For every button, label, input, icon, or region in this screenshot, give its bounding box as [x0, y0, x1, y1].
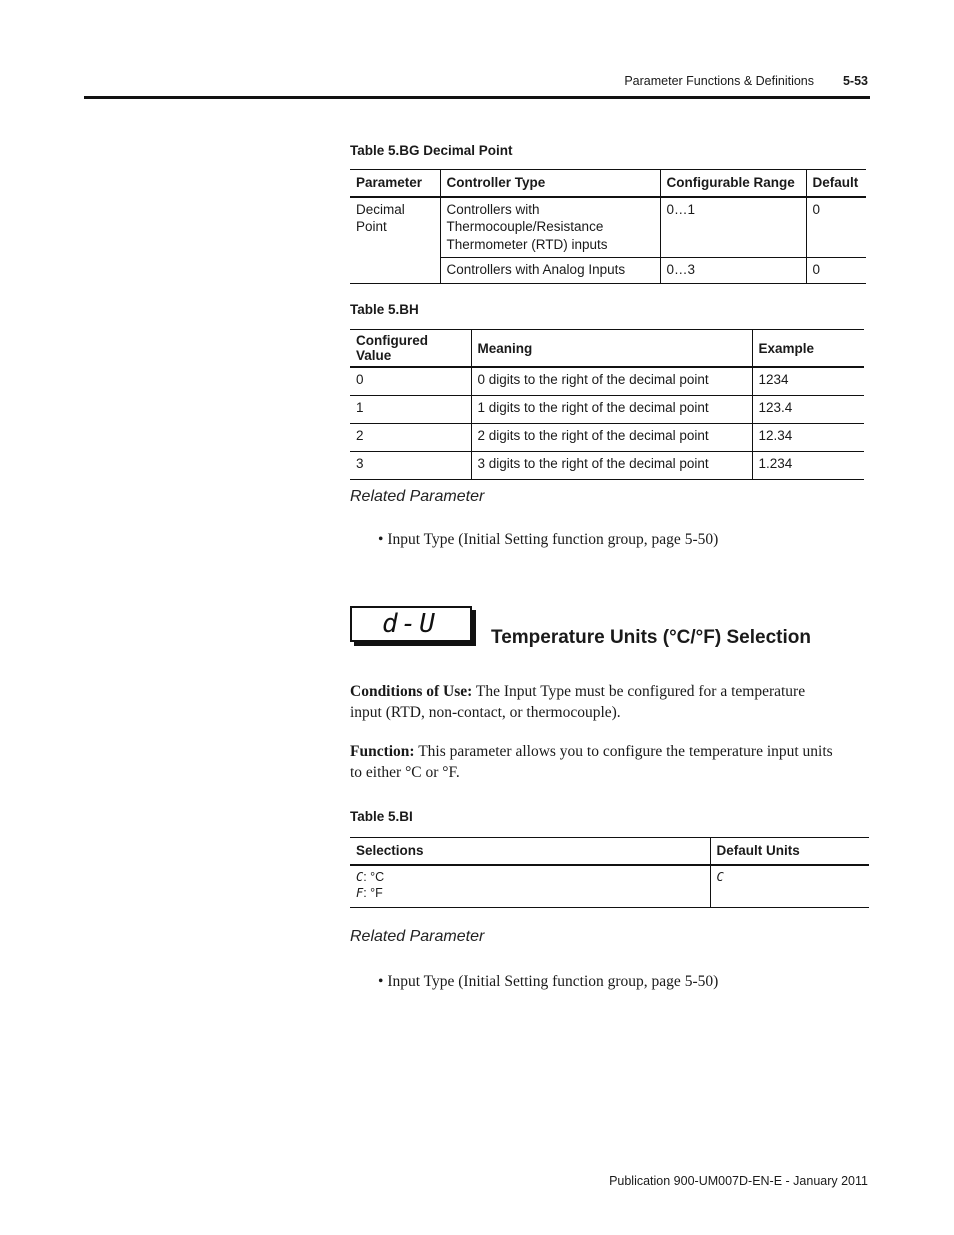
column-header: Selections: [350, 838, 710, 865]
bullet-icon: •: [378, 531, 388, 548]
table-caption-5bi: Table 5.BI: [350, 809, 413, 824]
segment-code: C: [716, 869, 724, 884]
bullet-icon: •: [378, 973, 388, 990]
table-caption-5bh: Table 5.BH: [350, 302, 419, 317]
example-cell: 1.234: [752, 451, 864, 479]
function-text: to either °C or °F.: [350, 763, 460, 781]
controller-type-cell: Controllers with Analog Inputs: [440, 258, 660, 284]
related-parameter-heading: Related Parameter: [350, 928, 485, 945]
conditions-text: input (RTD, non-contact, or thermocouple).: [350, 703, 621, 721]
related-parameter-heading: Related Parameter: [350, 488, 485, 505]
selection-text: : °C: [363, 869, 385, 884]
related-parameter-item: [378, 973, 718, 991]
function-label: Function:: [350, 743, 415, 760]
related-parameter-text: Input Type (Initial Setting function group, page 5-50): [387, 531, 719, 548]
column-header: Default Units: [710, 838, 869, 865]
selections-cell: [350, 865, 710, 908]
selection-text: : °F: [363, 885, 383, 900]
range-cell: 0…3: [660, 258, 806, 284]
range-cell: 0…1: [660, 197, 806, 258]
value-cell: 3: [350, 451, 471, 479]
segment-code: C: [356, 869, 364, 884]
value-cell: 2: [350, 423, 471, 451]
function-description: [350, 742, 870, 783]
table-decimal-point: [350, 169, 866, 284]
column-header: Controller Type: [440, 170, 660, 197]
column-header: Default: [806, 170, 866, 197]
table-row: [350, 865, 869, 908]
table-caption-5bg: Table 5.BG Decimal Point: [350, 143, 513, 158]
conditions-label: Conditions of Use:: [350, 683, 473, 700]
controller-type-cell: [440, 197, 660, 258]
meaning-cell: 3 digits to the right of the decimal point: [471, 451, 752, 479]
conditions-text: The Input Type must be configured for a temperature: [475, 683, 806, 700]
parameter-cell: Decimal Point: [350, 197, 440, 284]
example-cell: 123.4: [752, 395, 864, 423]
table-row: [350, 367, 864, 395]
meaning-cell: 0 digits to the right of the decimal point: [471, 367, 752, 395]
default-cell: 0: [806, 258, 866, 284]
conditions-of-use: [350, 682, 870, 723]
default-units-cell: [710, 865, 869, 908]
segment-code: F: [356, 885, 364, 900]
cell-line: Thermocouple/Resistance: [446, 219, 604, 234]
column-header: Example: [752, 330, 864, 368]
meaning-cell: 2 digits to the right of the decimal point: [471, 423, 752, 451]
cell-line: Controllers with: [446, 201, 540, 217]
header-rule: [84, 96, 870, 99]
publication-footer: Publication 900-UM007D-EN-E - January 2011: [609, 1174, 868, 1188]
section-title: Temperature Units (°C/°F) Selection: [491, 627, 811, 648]
example-cell: 12.34: [752, 423, 864, 451]
table-temperature-units: [350, 837, 869, 908]
column-header: Configurable Range: [660, 170, 806, 197]
running-header-title: Parameter Functions & Definitions: [624, 74, 814, 88]
table-row: [350, 395, 864, 423]
example-cell: 1234: [752, 367, 864, 395]
table-row: [350, 451, 864, 479]
default-cell: 0: [806, 197, 866, 258]
table-configured-values: [350, 329, 864, 480]
column-header: Meaning: [471, 330, 752, 368]
table-row: [350, 423, 864, 451]
related-parameter-item: [378, 531, 718, 549]
page-number: 5-53: [842, 74, 868, 88]
related-parameter-text: Input Type (Initial Setting function group, page 5-50): [387, 973, 719, 990]
meaning-cell: 1 digits to the right of the decimal point: [471, 395, 752, 423]
function-text: This parameter allows you to configure the temperature input units: [418, 743, 833, 760]
value-cell: 0: [350, 367, 471, 395]
table-row: [350, 197, 866, 258]
column-header: Configured Value: [350, 330, 471, 368]
value-cell: 1: [350, 395, 471, 423]
column-header: Parameter: [350, 170, 440, 197]
display-code: d-U: [382, 609, 438, 639]
seven-segment-display: [350, 606, 472, 642]
cell-line: Thermometer (RTD) inputs: [446, 236, 608, 252]
